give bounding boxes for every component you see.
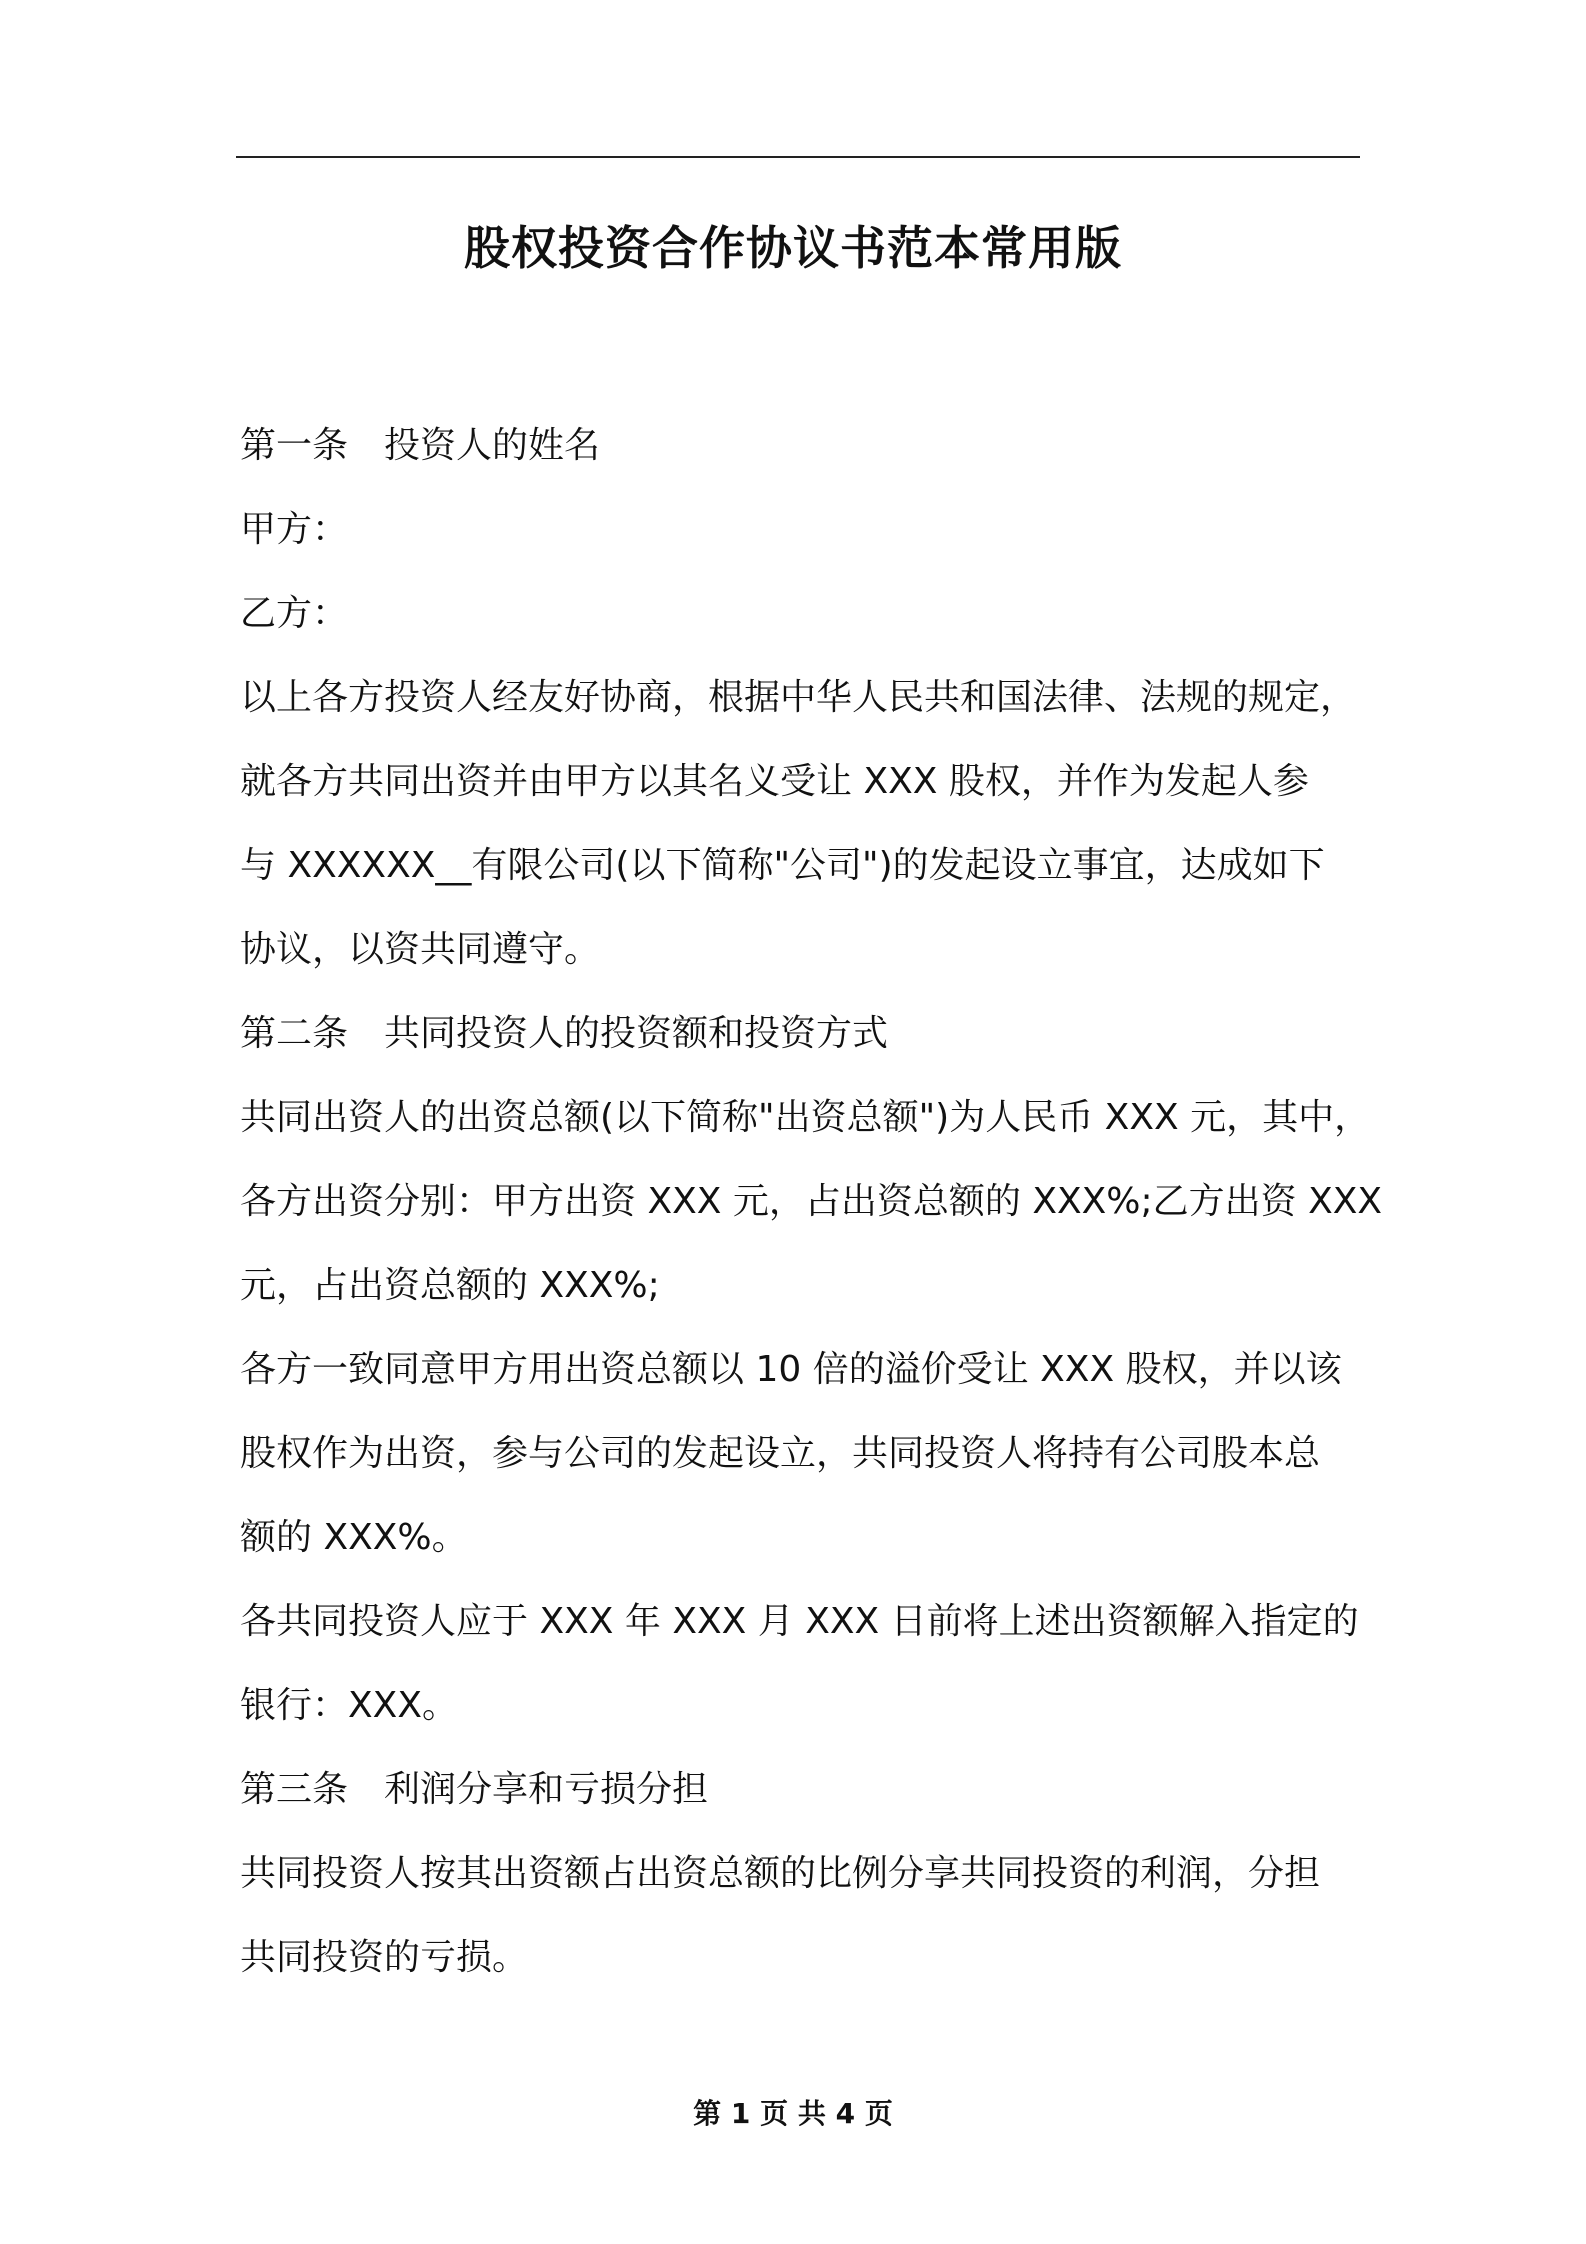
paragraph-line: 股权作为出资，参与公司的发起设立，共同投资人将持有公司股本总 [240,1433,1321,1474]
paragraph-line: 各方出资分别：甲方出资 XXX 元，占出资总额的 XXX%;乙方出资 XXX [240,1181,1383,1222]
header-rule [236,156,1360,158]
paragraph-line: 元，占出资总额的 XXX%; [240,1265,660,1306]
paragraph-line: 各方一致同意甲方用出资总额以 10 倍的溢价受让 XXX 股权，并以该 [240,1349,1342,1390]
paragraph-line: 协议，以资共同遵守。 [240,929,601,970]
paragraph-line: 共同投资人按其出资额占出资总额的比例分享共同投资的利润，分担 [240,1853,1321,1894]
paragraph-line: 就各方共同出资并由甲方以其名义受让 XXX 股权，并作为发起人参 [240,761,1309,802]
party-b-line: 乙方： [240,593,349,634]
article-2-heading: 第二条 共同投资人的投资额和投资方式 [240,1013,889,1054]
document-title: 股权投资合作协议书范本常用版 [464,221,1122,275]
paragraph-line: 额的 XXX%。 [240,1517,468,1558]
paragraph-line: 共同出资人的出资总额(以下简称"出资总额")为人民币 XXX 元，其中， [240,1097,1371,1138]
paragraph-line: 以上各方投资人经友好协商，根据中华人民共和国法律、法规的规定， [240,677,1357,718]
page-number-footer: 第 1 页 共 4 页 [693,2097,893,2130]
paragraph-line: 共同投资的亏损。 [240,1937,529,1978]
article-1-heading: 第一条 投资人的姓名 [240,425,601,466]
paragraph-line: 与 XXXXXX__有限公司(以下简称"公司")的发起设立事宜，达成如下 [240,845,1325,886]
paragraph-line: 银行：XXX。 [240,1685,458,1726]
paragraph-line: 各共同投资人应于 XXX 年 XXX 月 XXX 日前将上述出资额解入指定的 [240,1601,1359,1642]
party-a-line: 甲方： [240,509,349,550]
article-3-heading: 第三条 利润分享和亏损分担 [240,1769,709,1810]
document-body [240,404,1383,2000]
